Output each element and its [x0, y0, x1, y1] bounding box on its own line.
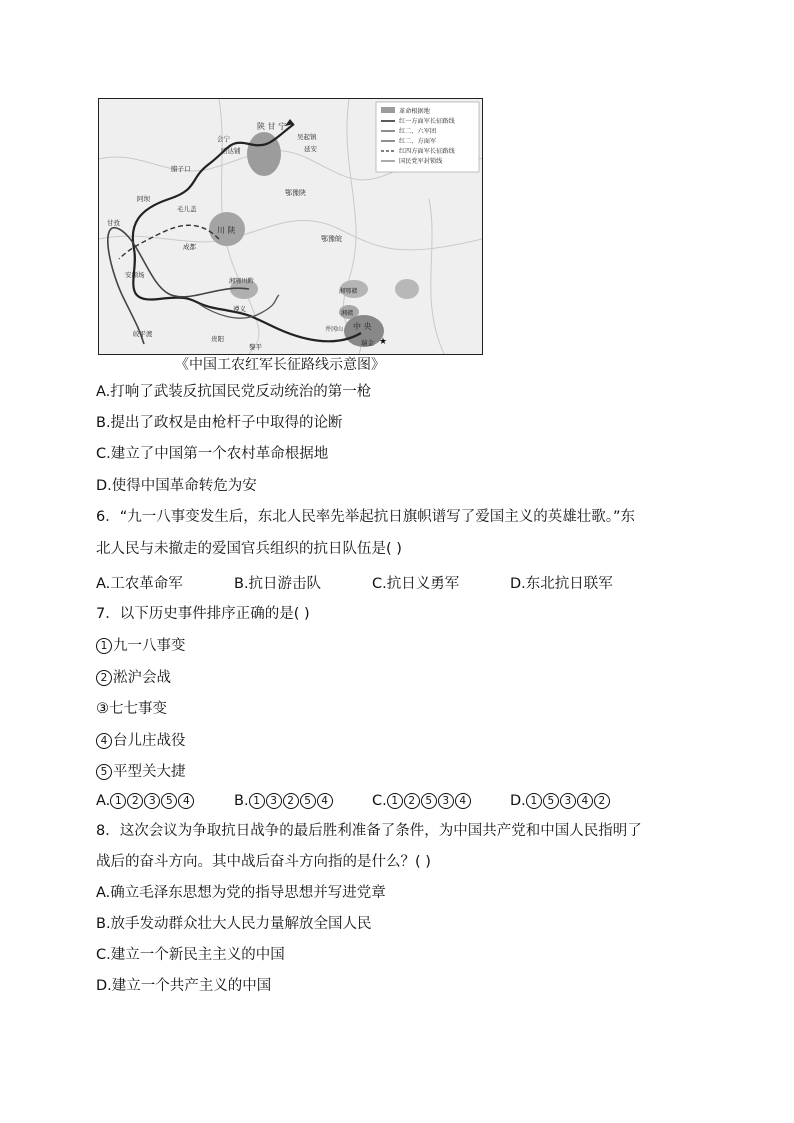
legend-text-3: 红二、方面军: [399, 138, 437, 145]
map-caption: 《中国工农红军长征路线示意图》: [175, 357, 385, 373]
q6-option-c: C.抗日义勇军: [372, 576, 460, 592]
label-guiyang: 贵阳: [211, 335, 224, 343]
star-icon: ★: [379, 337, 388, 347]
label-ganzi: 甘孜: [107, 219, 120, 227]
long-march-map: [98, 98, 483, 355]
legend-text-1: 红一方面军长征路线: [399, 118, 455, 125]
label-hadapu: 哈达铺: [221, 147, 241, 155]
q8-option-c: C.建立一个新民主主义的中国: [96, 947, 285, 963]
q6-stem-line2: 北人民与未撤走的爱国官兵组织的抗日队伍是( ): [96, 541, 402, 557]
label-xianggan: 湘赣: [341, 310, 354, 317]
label-yanan: 延安: [304, 145, 317, 153]
q7-option-b: B. 1 3 2 5 4: [234, 793, 334, 809]
q7-item-3: ③七七事变: [96, 701, 167, 717]
q8-stem-line1: 8．这次会议为争取抗日战争的最后胜利准备了条件，为中国共产党和中国人民指明了: [96, 823, 642, 839]
label-chuanshan: 川 陕: [217, 226, 236, 235]
label-ruijin: 瑞金: [361, 339, 374, 347]
q6-option-d: D.东北抗日联军: [510, 576, 613, 592]
q7-option-a: A. 1 2 3 5 4: [96, 793, 195, 809]
label-xiangegan: 湘鄂赣: [339, 288, 358, 295]
circled-number: 1: [96, 638, 112, 654]
q6-option-a: A.工农革命军: [96, 576, 183, 592]
label-wuqizhen: 吴起镇: [297, 133, 317, 141]
q8-option-a: A.确立毛泽东思想为党的指导思想并写进党章: [96, 885, 386, 901]
label-anshunchang: 安顺场: [125, 271, 145, 279]
label-aba: 阿坝: [137, 195, 150, 203]
label-liping: 黎平: [249, 343, 262, 351]
map-graphic: [99, 99, 482, 354]
label-eyushan: 鄂豫陕: [285, 189, 306, 197]
q8-option-b: B.放手发动群众壮大人民力量解放全国人民: [96, 916, 372, 932]
label-huining: 会宁: [217, 135, 230, 143]
q5-option-a: A.打响了武装反抗国民党反动统治的第一枪: [96, 384, 372, 400]
q5-option-d: D.使得中国革命转危为安: [96, 478, 257, 494]
label-zhongyang: 中 央: [353, 322, 372, 331]
q7-option-d: D. 1 5 3 4 2: [510, 793, 611, 809]
q7-item-1: 1 九一八事变: [96, 636, 186, 656]
label-jiaopingdu: 皎平渡: [133, 330, 153, 338]
label-xiangechuan: 湘鄂川黔: [229, 278, 254, 285]
label-lazikou: 腊子口: [171, 165, 191, 173]
circled-number: 5: [96, 764, 112, 780]
q6-option-b: B.抗日游击队: [234, 576, 322, 592]
label-zunyi: 遵义: [233, 305, 246, 313]
legend-text-5: 国民党军封锁线: [399, 158, 443, 165]
q8-stem-line2: 战后的奋斗方向。其中战后奋斗方向指的是什么？( ): [96, 854, 431, 870]
q7-item-4: 4 台儿庄战役: [96, 731, 186, 751]
q8-option-d: D.建立一个共产主义的中国: [96, 978, 272, 994]
label-maoergai: 毛儿盖: [177, 205, 197, 213]
q7-stem: 7．以下历史事件排序正确的是( ): [96, 606, 310, 622]
label-jinggangshan: 井冈山: [325, 326, 344, 333]
label-shaanganning: 陕 甘 宁: [257, 122, 287, 131]
q5-option-b: B.提出了政权是由枪杆子中取得的论断: [96, 415, 343, 431]
legend-text-0: 革命根据地: [399, 108, 430, 115]
q6-stem-line1: 6．“九一八事变发生后，东北人民率先举起抗日旗帜谱写了爱国主义的英雄壮歌。”东: [96, 509, 635, 525]
q7-option-c: C. 1 2 5 3 4: [372, 793, 472, 809]
q7-item-5: 5 平型关大捷: [96, 762, 186, 782]
legend-text-4: 红四方面军长征路线: [399, 148, 455, 155]
circled-number: 4: [96, 733, 112, 749]
label-eyuwan: 鄂豫皖: [321, 235, 342, 243]
legend-text-2: 红二、六军团: [399, 128, 437, 135]
q5-option-c: C.建立了中国第一个农村革命根据地: [96, 446, 329, 462]
label-chengdu: 成都: [183, 243, 196, 251]
q7-item-2: 2 淞沪会战: [96, 668, 171, 688]
circled-number: 2: [96, 670, 112, 686]
base-area-eyuwan: [395, 279, 419, 299]
